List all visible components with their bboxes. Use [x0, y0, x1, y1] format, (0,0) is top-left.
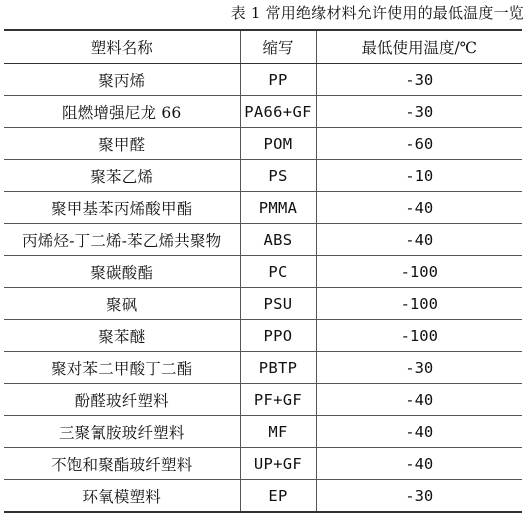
abbreviation-cell: PF+GF	[240, 384, 316, 416]
table-row	[4, 64, 522, 96]
abbreviation-cell: MF	[240, 416, 316, 448]
plastic-name-cell: 聚碳酸酯	[4, 256, 240, 288]
plastic-name-cell: 三聚氰胺玻纤塑料	[4, 416, 240, 448]
min-temperature-cell: -10	[316, 160, 522, 192]
abbreviation-cell: PSU	[240, 288, 316, 320]
plastic-name-cell: 聚砜	[4, 288, 240, 320]
min-temperature-cell: -30	[316, 352, 522, 384]
plastic-name-cell: 阻燃增强尼龙 66	[4, 96, 240, 128]
min-temperature-cell: -40	[316, 448, 522, 480]
plastic-name-cell: 丙烯烃-丁二烯-苯乙烯共聚物	[4, 224, 240, 256]
table-row	[4, 448, 522, 480]
min-temperature-cell: -100	[316, 320, 522, 352]
abbreviation-cell: PC	[240, 256, 316, 288]
table-row	[4, 224, 522, 256]
header-plastic-name: 塑料名称	[4, 30, 240, 64]
min-temperature-cell: -40	[316, 416, 522, 448]
table-row	[4, 256, 522, 288]
table-row	[4, 416, 522, 448]
abbreviation-cell: PPO	[240, 320, 316, 352]
abbreviation-cell: PP	[240, 64, 316, 96]
table-row	[4, 128, 522, 160]
table-row	[4, 320, 522, 352]
plastic-name-cell: 不饱和聚酯玻纤塑料	[4, 448, 240, 480]
table-row	[4, 96, 522, 128]
plastic-name-cell: 聚丙烯	[4, 64, 240, 96]
table-header-row	[4, 30, 522, 64]
table-caption: 表 1 常用绝缘材料允许使用的最低温度一览	[230, 4, 524, 22]
abbreviation-cell: EP	[240, 480, 316, 513]
abbreviation-cell: UP+GF	[240, 448, 316, 480]
min-temperature-cell: -40	[316, 192, 522, 224]
plastic-name-cell: 聚苯醚	[4, 320, 240, 352]
plastic-name-cell: 聚甲基苯丙烯酸甲酯	[4, 192, 240, 224]
table-row	[4, 288, 522, 320]
plastic-name-cell: 聚对苯二甲酸丁二酯	[4, 352, 240, 384]
abbreviation-cell: PBTP	[240, 352, 316, 384]
min-temperature-cell: -40	[316, 224, 522, 256]
plastic-name-cell: 酚醛玻纤塑料	[4, 384, 240, 416]
plastic-name-cell: 聚苯乙烯	[4, 160, 240, 192]
table-row	[4, 480, 522, 513]
min-temperature-cell: -100	[316, 256, 522, 288]
abbreviation-cell: PA66+GF	[240, 96, 316, 128]
abbreviation-cell: PMMA	[240, 192, 316, 224]
abbreviation-cell: POM	[240, 128, 316, 160]
table-row	[4, 160, 522, 192]
min-temperature-cell: -60	[316, 128, 522, 160]
temperature-table	[4, 29, 522, 513]
plastic-name-cell: 聚甲醛	[4, 128, 240, 160]
table-row	[4, 352, 522, 384]
table-row	[4, 192, 522, 224]
min-temperature-cell: -30	[316, 64, 522, 96]
min-temperature-cell: -40	[316, 384, 522, 416]
min-temperature-cell: -100	[316, 288, 522, 320]
min-temperature-cell: -30	[316, 480, 522, 513]
min-temperature-cell: -30	[316, 96, 522, 128]
abbreviation-cell: ABS	[240, 224, 316, 256]
header-min-temperature: 最低使用温度/℃	[316, 30, 522, 64]
plastic-name-cell: 环氧模塑料	[4, 480, 240, 513]
header-abbreviation: 缩写	[240, 30, 316, 64]
abbreviation-cell: PS	[240, 160, 316, 192]
table-row	[4, 384, 522, 416]
